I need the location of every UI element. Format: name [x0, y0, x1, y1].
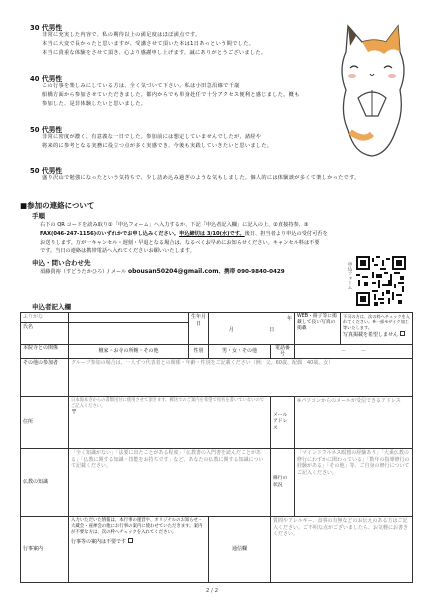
gender-options[interactable]: 男・女・その他 — [209, 345, 271, 359]
practice-input[interactable]: 「マインドフルネス瞑想の経験あり」「大乗仏教の修行にわずかに関わっている」「数年の指導修行の経験がある」「その他」等、ご自身の修行についてご記入ください。 — [295, 449, 413, 517]
event-label: 行事案内 — [21, 517, 69, 583]
relation-label: 本院寺との関係 — [21, 345, 69, 359]
voice-heading-4: 50 代男性 — [30, 167, 63, 175]
inquiry-text: 須藤貴裕（すどうたかひろ）/ メール obousan50204@gmail.com、携帯 090-9840-0429 — [40, 268, 285, 275]
application-form — [20, 312, 413, 583]
contact-title: ■参加の連絡について — [20, 201, 95, 210]
event-checkbox[interactable]: 行事等の案内は不要です — [71, 538, 206, 546]
cat-illustration — [328, 12, 414, 162]
phone-input[interactable]: － － — [295, 345, 413, 359]
other-label: 通信欄 — [209, 517, 271, 583]
email-label: メールアドレス — [271, 397, 295, 449]
phone-label: 電話番号 — [271, 345, 295, 359]
voice-heading-3: 50 代男性 — [30, 126, 63, 134]
name-input[interactable] — [69, 323, 189, 345]
voice-heading-1: 30 代男性 — [30, 24, 63, 32]
furigana-label: ふりがな — [21, 313, 69, 323]
page-number: 2 / 2 — [205, 588, 219, 594]
name-label: 氏名 — [21, 323, 69, 345]
form-title: 申込者記入欄 — [32, 303, 71, 311]
email-input[interactable]: ※パソコンからのメールが受信できるアドレス — [295, 397, 413, 449]
practice-label: 修行の状況 — [271, 449, 295, 517]
birth-input[interactable]: 年 月 日 — [209, 313, 295, 345]
procedure-title: 手順 — [32, 212, 45, 220]
other-input[interactable]: 質問やアレルギー、食事の有無などのお伝えのある方はご記入ください。ご不明な点がございましたら、お気軽にお書きください。 — [271, 517, 413, 583]
relation-options[interactable]: 檀家・お寺の所轄・その他 — [69, 345, 189, 359]
event-cell: 入力いただいた情報は、本行事の運営や、オリジナルのお知らせ・大蔵会・座禅会の他にお行事の案内に使わせていただきます。案内が不要な方は、次の枠へチェックを入れてください。 行事等の案内は不要です — [69, 517, 209, 583]
procedure-text: 右下の QR コードを読み取り①「申込フォーム」へ入力するか、下記「申込者記入欄」に記入の上、②直接持参、③ FAX(046-247-1156)のいずれかでお申し込みください。申込締切は 3/10(水)です。後日、担当者より申込の受付可否を お送りします。万が一キャンセル・遅刻・早退となる場合は、なるべくお早めにお知らせください。キャンセル料は不要 です。当日の連絡は携帯電話へ入れてくださいお願いいたします。 — [40, 222, 328, 255]
voice-text-2: この行事を楽しみにしている方は、全く気づいて下さい。私は小田急沿線で千歳 船橋方面から参加させていただきました。都内からでも単身赴任で十分アクセス便利と感じました。概も 参加した、是非体験したいと思いました。 — [42, 83, 300, 107]
buddhism-label: 仏教の知識 — [21, 449, 69, 517]
address-label: 住所 — [21, 397, 69, 449]
deadline-text: 申込締切は 3/10(水)です。 — [179, 230, 245, 237]
companion-input[interactable]: グループ参加の場合は、一人ずつ代表者との関係・年齢・性別をご記載ください（例：父、60歳、配偶 40歳、女） — [69, 359, 413, 397]
address-input[interactable]: 日本海本寺からの書類送付に使用させて頂きます。郵送でのご案内を希望で宛名を書いていないのでご記入ください。 〒 — [69, 397, 271, 449]
web-checkbox[interactable]: 写真掲載を希望しません — [343, 331, 410, 338]
web-label: WEB・冊子等に掲載して良い写真の掲載 — [295, 313, 341, 345]
inquiry-email: obousan50204@gmail.com — [127, 268, 219, 275]
inquiry-title: 申込・問い合わせ先 — [32, 259, 91, 267]
voice-text-3: 非常に密度が濃く、有意義な一日でした。参加前には想定していませんでしたが、諸経や 将来的に参考となる実務に役立つ点が多く実感でき、今後も実践していきたいと思いました。 — [42, 134, 273, 149]
voice-text-4: 盛り沢山で勉強になったという気持ちで、少し詰め込み過ぎのような気もしました。個人的には体験談が多くて楽しかったです。 — [42, 175, 360, 181]
gender-label: 性別 — [189, 345, 209, 359]
companion-label: その他の参加者 — [21, 359, 69, 397]
furigana-input[interactable] — [69, 313, 189, 323]
birth-label: 生年月日 — [189, 313, 209, 345]
voice-heading-2: 40 代男性 — [30, 75, 63, 83]
web-cell: 不可の方は、次の枠へチェックを入れてください。※一部モザイク加工等いたします。 写真掲載を希望しません — [341, 313, 413, 345]
qr-caption: 申込フォーム — [347, 262, 352, 290]
qr-code[interactable] — [356, 256, 406, 306]
buddhism-input[interactable]: 「全く知識がない」「法要に出たことがある程度」「仏教書の入門書を読んだことがある」「仏教に関する知識・技能をお持ちです」など、あなたの仏教に関する知識について記載ください。 — [69, 449, 271, 517]
voice-text-1: 非常に充実した内容で、私の期待以上の満足度はほぼ満点です。 本当に大変で長かったと思いますが、受講させて頂いた本は1日あっという間でした。 本当に貴重な体験をさせて頂き、心より感謝申し上げます。誠にありがとうございました。 — [42, 32, 267, 56]
